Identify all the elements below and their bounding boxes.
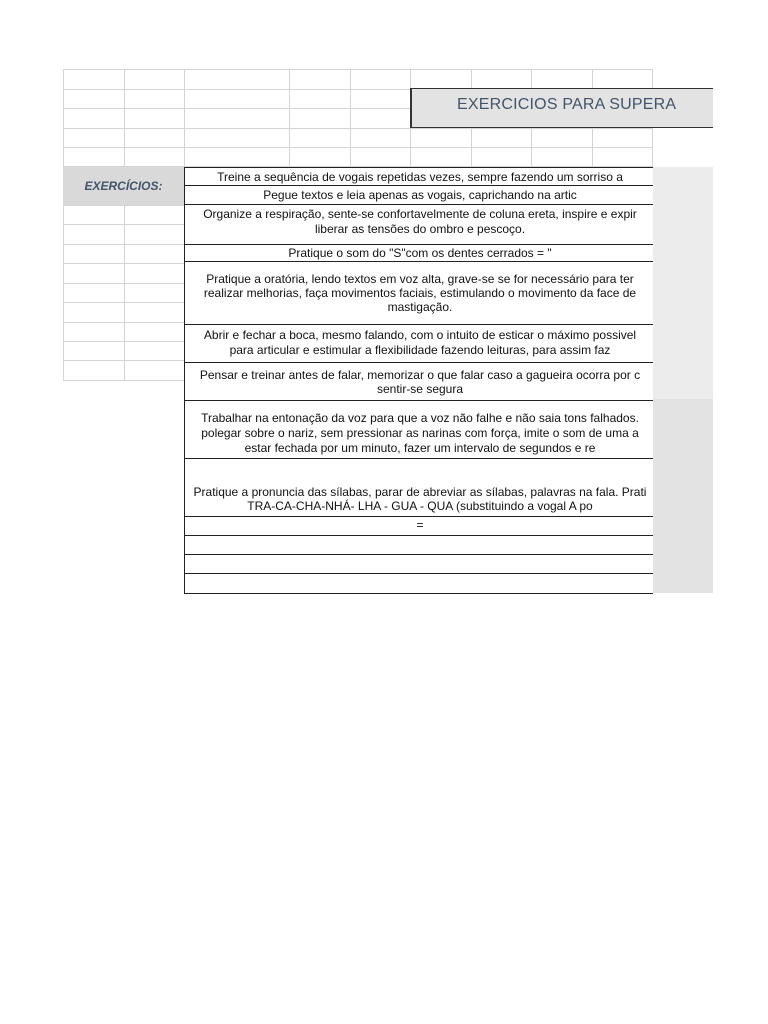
exercise-line: para articular e estimular a flexibilidade fazendo leituras, para assim faz: [229, 343, 611, 357]
exercise-line: Pratique a oratória, lendo textos em voz alta, grave-se se for necessário para ter: [206, 272, 634, 286]
exercise-line: Pratique o som do "S"com os dentes cerrados = ": [288, 246, 552, 260]
exercise-line: sentir-se segura: [376, 382, 464, 396]
exercise-line: Pegue textos e leia apenas as vogais, caprichando na artic: [263, 188, 577, 202]
section-label: EXERCÍCIOS:: [84, 179, 163, 193]
exercise-line: Pratique a pronuncia das sílabas, parar de abreviar as sílabas, palavras na fala. Prati: [193, 485, 647, 499]
exercise-line: mastigação.: [387, 300, 453, 314]
exercise-line: polegar sobre o nariz, sem pressionar as narinas com força, imite o som de uma a: [201, 426, 639, 440]
exercise-line: Pensar e treinar antes de falar, memorizar o que falar caso a gagueira ocorra por c: [199, 368, 641, 382]
exercise-row[interactable]: [185, 459, 653, 517]
exercise-line: Treine a sequência de vogais repetidas vezes, sempre fazendo um sorriso a: [217, 170, 623, 184]
exercise-row[interactable]: [185, 555, 653, 574]
exercise-line: realizar melhorias, faça movimentos faciais, estimulando o movimento da face de: [203, 286, 637, 300]
exercise-row[interactable]: [185, 245, 653, 262]
side-panel-upper: [653, 167, 713, 399]
exercise-line: Organize a respiração, sente-se confortavelmente de coluna ereta, inspire e expir: [203, 207, 637, 221]
exercise-line: =: [416, 518, 424, 532]
exercise-table: [184, 167, 653, 594]
exercise-row[interactable]: [185, 517, 653, 536]
exercise-line: TRA-CA-CHA-NHÁ- LHA - GUA - QUA (substituindo a vogal A po: [247, 499, 593, 513]
exercise-row[interactable]: [185, 536, 653, 555]
sheet-title-cell[interactable]: [410, 88, 713, 128]
exercise-row[interactable]: [185, 167, 653, 186]
exercise-line: Trabalhar na entonação da voz para que a voz não falhe e não saia tons falhados.: [201, 411, 639, 425]
exercise-row[interactable]: [185, 363, 653, 401]
exercise-row[interactable]: [185, 205, 653, 245]
sheet-title: EXERCICIOS PARA SUPERA: [457, 96, 677, 113]
exercise-row[interactable]: [185, 186, 653, 205]
exercise-line: liberar as tensões do ombro e pescoço.: [314, 222, 526, 236]
exercise-line: Abrir e fechar a boca, mesmo falando, com o intuito de esticar o máximo possivel: [203, 328, 637, 342]
exercise-table-viewport: [184, 167, 653, 594]
exercise-row[interactable]: [185, 574, 653, 594]
exercise-row[interactable]: [185, 262, 653, 325]
exercise-row[interactable]: [185, 401, 653, 459]
exercise-line: estar fechada por um minuto, fazer um intervalo de segundos e re: [244, 441, 596, 455]
exercise-row[interactable]: [185, 325, 653, 363]
section-label-cell[interactable]: [63, 167, 184, 205]
